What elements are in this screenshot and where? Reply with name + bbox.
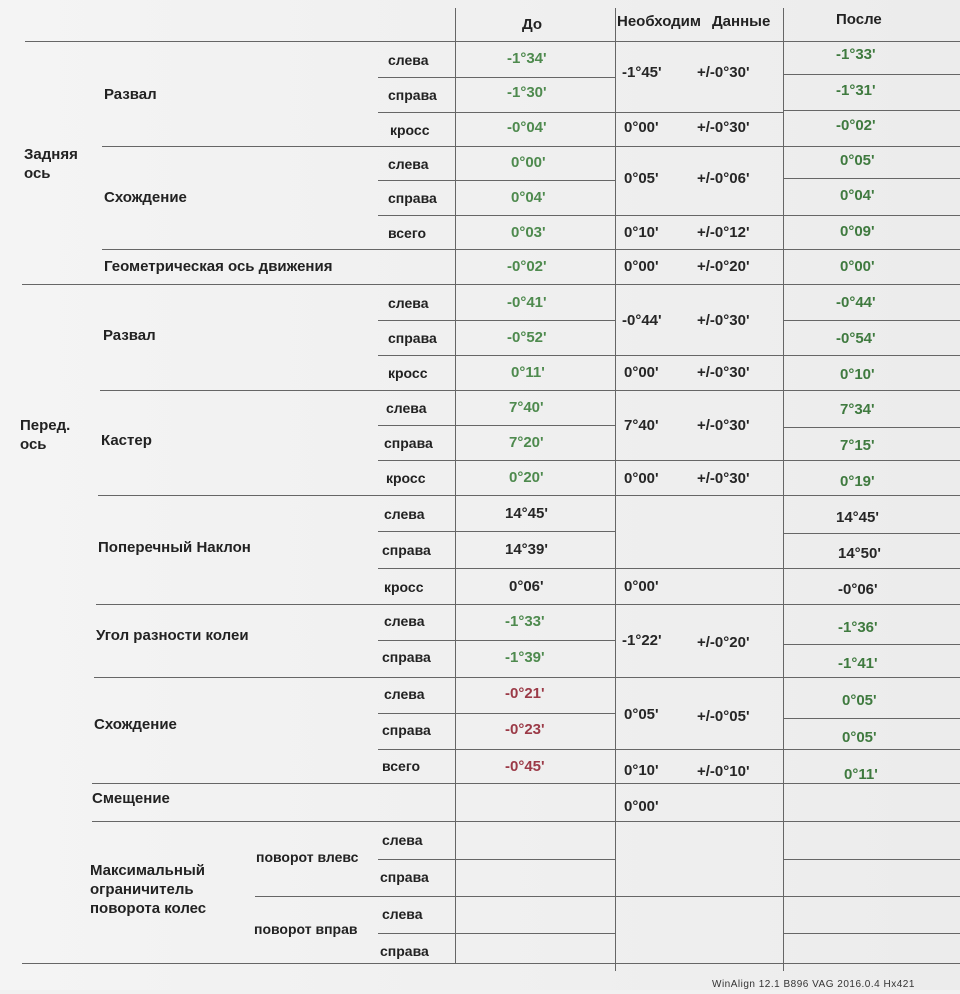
col-divider-after — [783, 8, 784, 971]
rear-camber-right-after: -1°31' — [836, 82, 876, 99]
setback-required-value: 0°00' — [624, 798, 659, 815]
toe-out-left-after: -1°36' — [838, 619, 878, 636]
rear-camber-left-after: -1°33' — [836, 46, 876, 63]
rear-camber-cross-required-value: 0°00' — [624, 119, 659, 136]
rear-camber-left-before: -1°34' — [507, 50, 547, 67]
front-toe-label: Схождение — [94, 716, 177, 733]
caster-right-after: 7°15' — [840, 437, 875, 454]
front-camber-cross-required-tolerance: +/-0°30' — [697, 364, 750, 381]
toe-out-left-before: -1°33' — [505, 613, 545, 630]
max-steer-turn-right-label: поворот вправ — [254, 921, 358, 937]
front-toe-left-label: слева — [384, 686, 425, 702]
sai-cross-before: 0°06' — [509, 578, 544, 595]
header-after: После — [836, 11, 882, 28]
toe-out-right-after: -1°41' — [838, 655, 878, 672]
front-axle-label: Перед. ось — [20, 417, 71, 453]
front-camber-cross-label: кросс — [388, 365, 428, 381]
sai-cross-label: кросс — [384, 579, 424, 595]
toe-out-required-tolerance: +/-0°20' — [697, 634, 750, 651]
front-toe-total-after: 0°11' — [844, 766, 878, 783]
rear-toe-label: Схождение — [104, 189, 187, 206]
rear-toe-left-after: 0°05' — [840, 152, 875, 169]
sai-right-after: 14°50' — [838, 545, 881, 562]
front-camber-cross-before: 0°11' — [511, 364, 545, 381]
front-toe-left-before: -0°21' — [505, 685, 545, 702]
rear-camber-required-tolerance: +/-0°30' — [697, 64, 750, 81]
toe-out-right-before: -1°39' — [505, 649, 545, 666]
caster-right-label: справа — [384, 435, 433, 451]
rear-toe-required-value: 0°05' — [624, 170, 659, 187]
setback-label: Смещение — [92, 790, 170, 807]
sai-left-label: слева — [384, 506, 425, 522]
thrust-angle-required-tolerance: +/-0°20' — [697, 258, 750, 275]
rear-toe-total-required-tolerance: +/-0°12' — [697, 224, 750, 241]
caster-cross-before: 0°20' — [509, 469, 544, 486]
sai-right-before: 14°39' — [505, 541, 548, 558]
front-camber-right-after: -0°54' — [836, 330, 876, 347]
sai-label: Поперечный Наклон — [98, 539, 251, 556]
thrust-angle-required-value: 0°00' — [624, 258, 659, 275]
front-toe-left-after: 0°05' — [842, 692, 877, 709]
rear-camber-left-label: слева — [388, 52, 429, 68]
rear-camber-right-before: -1°30' — [507, 84, 547, 101]
sai-cross-required-value: 0°00' — [624, 578, 659, 595]
header-before: До — [522, 16, 543, 33]
rear-toe-left-label: слева — [388, 156, 429, 172]
front-camber-required-tolerance: +/-0°30' — [697, 312, 750, 329]
sai-left-before: 14°45' — [505, 505, 548, 522]
sai-right-label: справа — [382, 542, 431, 558]
caster-left-after: 7°34' — [840, 401, 875, 418]
max-steer-turn-left-label: поворот влевс — [256, 849, 359, 865]
front-toe-required-value: 0°05' — [624, 706, 659, 723]
sai-cross-after: -0°06' — [838, 581, 878, 598]
thrust-angle-before: -0°02' — [507, 258, 547, 275]
rear-camber-right-label: справа — [388, 87, 437, 103]
rear-camber-cross-after: -0°02' — [836, 117, 876, 134]
caster-label: Кастер — [101, 432, 152, 449]
toe-out-left-label: слева — [384, 613, 425, 629]
rear-toe-required-tolerance: +/-0°06' — [697, 170, 750, 187]
rear-toe-total-required-value: 0°10' — [624, 224, 659, 241]
caster-cross-required-value: 0°00' — [624, 470, 659, 487]
rear-camber-cross-required-tolerance: +/-0°30' — [697, 119, 750, 136]
rear-toe-right-before: 0°04' — [511, 189, 546, 206]
header-required: Необходим — [617, 13, 702, 30]
rear-toe-total-label: всего — [388, 225, 427, 241]
front-toe-required-tolerance: +/-0°05' — [697, 708, 750, 725]
front-toe-total-required-value: 0°10' — [624, 762, 659, 779]
caster-required-value: 7°40' — [624, 417, 659, 434]
col-divider-required — [615, 8, 616, 971]
col-divider-before — [455, 8, 456, 963]
caster-cross-label: кросс — [386, 470, 426, 486]
caster-required-tolerance: +/-0°30' — [697, 417, 750, 434]
rear-axle-label: Задняя ось — [24, 146, 78, 182]
rear-camber-required-value: -1°45' — [622, 64, 662, 81]
max-steer-turn-right-right-label: справа — [380, 943, 429, 959]
caster-left-before: 7°40' — [509, 399, 544, 416]
rear-toe-right-label: справа — [388, 190, 437, 206]
caster-cross-required-tolerance: +/-0°30' — [697, 470, 750, 487]
front-camber-right-before: -0°52' — [507, 329, 547, 346]
header-data: Данные — [712, 13, 771, 30]
front-camber-right-label: справа — [388, 330, 437, 346]
front-toe-total-before: -0°45' — [505, 758, 545, 775]
rear-toe-total-before: 0°03' — [511, 224, 546, 241]
max-steer-turn-right-left-label: слева — [382, 906, 423, 922]
front-toe-right-before: -0°23' — [505, 721, 545, 738]
front-toe-total-required-tolerance: +/-0°10' — [697, 763, 750, 780]
rear-camber-cross-label: кросс — [390, 122, 430, 138]
front-camber-required-value: -0°44' — [622, 312, 662, 329]
software-footer: WinAlign 12.1 B896 VAG 2016.0.4 Hx421 — [712, 979, 915, 990]
front-toe-right-after: 0°05' — [842, 729, 877, 746]
header-line — [25, 41, 960, 42]
front-camber-left-after: -0°44' — [836, 294, 876, 311]
max-steer-turn-left-left-label: слева — [382, 832, 423, 848]
rear-toe-left-before: 0°00' — [511, 154, 546, 171]
toe-out-required-value: -1°22' — [622, 632, 662, 649]
rear-camber-label: Развал — [104, 86, 157, 103]
max-steer-label: Максимальный ограничитель поворота колес — [90, 862, 207, 917]
max-steer-turn-left-right-label: справа — [380, 869, 429, 885]
rear-toe-total-after: 0°09' — [840, 223, 875, 240]
front-camber-cross-after: 0°10' — [840, 366, 875, 383]
front-toe-total-label: всего — [382, 758, 421, 774]
rear-toe-right-after: 0°04' — [840, 187, 875, 204]
toe-out-label: Угол разности колеи — [96, 627, 249, 644]
caster-cross-after: 0°19' — [840, 473, 875, 490]
front-camber-label: Развал — [103, 327, 156, 344]
thrust-angle-label: Геометрическая ось движения — [104, 258, 333, 275]
sai-left-after: 14°45' — [836, 509, 879, 526]
front-camber-left-label: слева — [388, 295, 429, 311]
toe-out-right-label: справа — [382, 649, 431, 665]
front-toe-right-label: справа — [382, 722, 431, 738]
front-camber-left-before: -0°41' — [507, 294, 547, 311]
rear-camber-cross-before: -0°04' — [507, 119, 547, 136]
thrust-angle-after: 0°00' — [840, 258, 875, 275]
caster-left-label: слева — [386, 400, 427, 416]
front-camber-cross-required-value: 0°00' — [624, 364, 659, 381]
caster-right-before: 7°20' — [509, 434, 544, 451]
